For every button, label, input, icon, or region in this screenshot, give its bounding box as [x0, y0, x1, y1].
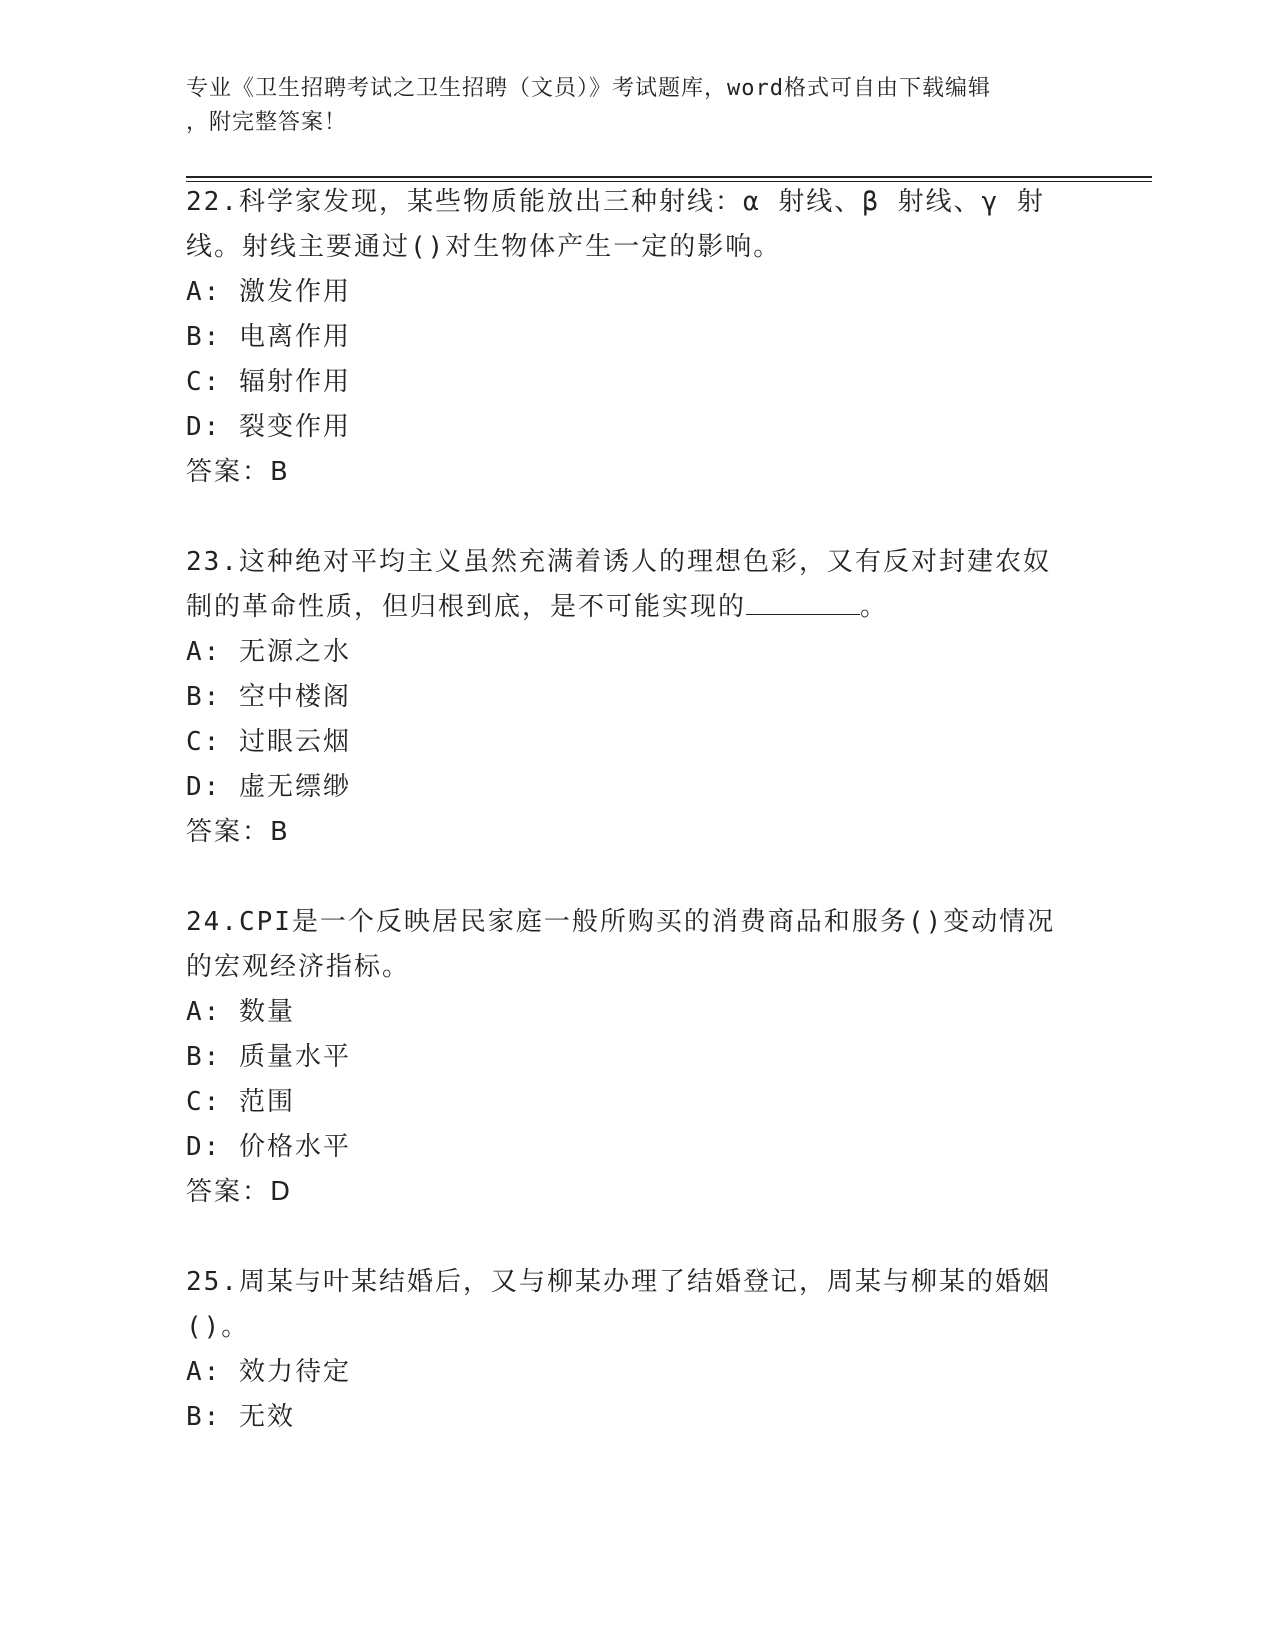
- question-stem-text: 制的革命性质，但归根到底，是不可能实现的: [186, 592, 747, 622]
- question-25: [186, 1260, 1086, 1440]
- question-stem-line-2: 线。射线主要通过()对生物体产生一定的影响。: [186, 232, 782, 262]
- header-line-2: ，附完整答案！: [186, 110, 348, 135]
- option-a: A: 激发作用: [186, 277, 351, 307]
- question-stem-line-1: 24.CPI是一个反映居民家庭一般所购买的消费商品和服务()变动情况: [186, 907, 1056, 937]
- answer: 答案：B: [186, 817, 290, 847]
- option-a: A: 数量: [186, 997, 295, 1027]
- option-d: D: 裂变作用: [186, 412, 351, 442]
- question-stem-line-1: 23.这种绝对平均主义虽然充满着诱人的理想色彩，又有反对封建农奴: [186, 547, 1051, 577]
- option-a: A: 无源之水: [186, 637, 351, 667]
- option-a: A: 效力待定: [186, 1357, 351, 1387]
- fill-in-blank: [746, 586, 860, 615]
- option-b: B: 电离作用: [186, 322, 351, 352]
- document-header: [186, 72, 1066, 140]
- option-b: B: 无效: [186, 1402, 295, 1432]
- question-stem-line-2: 的宏观经济指标。: [186, 952, 411, 982]
- option-c: C: 辐射作用: [186, 367, 351, 397]
- option-d: D: 虚无缥缈: [186, 772, 351, 802]
- question-23: [186, 540, 1086, 855]
- option-d: D: 价格水平: [186, 1132, 351, 1162]
- header-divider-thick: [186, 176, 1152, 178]
- header-line-1: 专业《卫生招聘考试之卫生招聘（文员）》考试题库，word格式可自由下载编辑: [186, 76, 991, 101]
- question-stem-line-2: ()。: [186, 1312, 250, 1342]
- question-stem-line-1: 22.科学家发现，某些物质能放出三种射线：α 射线、β 射线、γ 射: [186, 187, 1045, 217]
- question-stem-line-1: 25.周某与叶某结婚后，又与柳某办理了结婚登记，周某与柳某的婚姻: [186, 1267, 1051, 1297]
- answer: 答案：D: [186, 1177, 293, 1207]
- question-stem-end: 。: [860, 592, 889, 622]
- question-22: [186, 180, 1086, 495]
- answer: 答案：B: [186, 457, 290, 487]
- question-24: [186, 900, 1086, 1215]
- option-c: C: 范围: [186, 1087, 295, 1117]
- option-b: B: 空中楼阁: [186, 682, 351, 712]
- question-stem-line-2: [186, 585, 1086, 630]
- option-b: B: 质量水平: [186, 1042, 351, 1072]
- option-c: C: 过眼云烟: [186, 727, 351, 757]
